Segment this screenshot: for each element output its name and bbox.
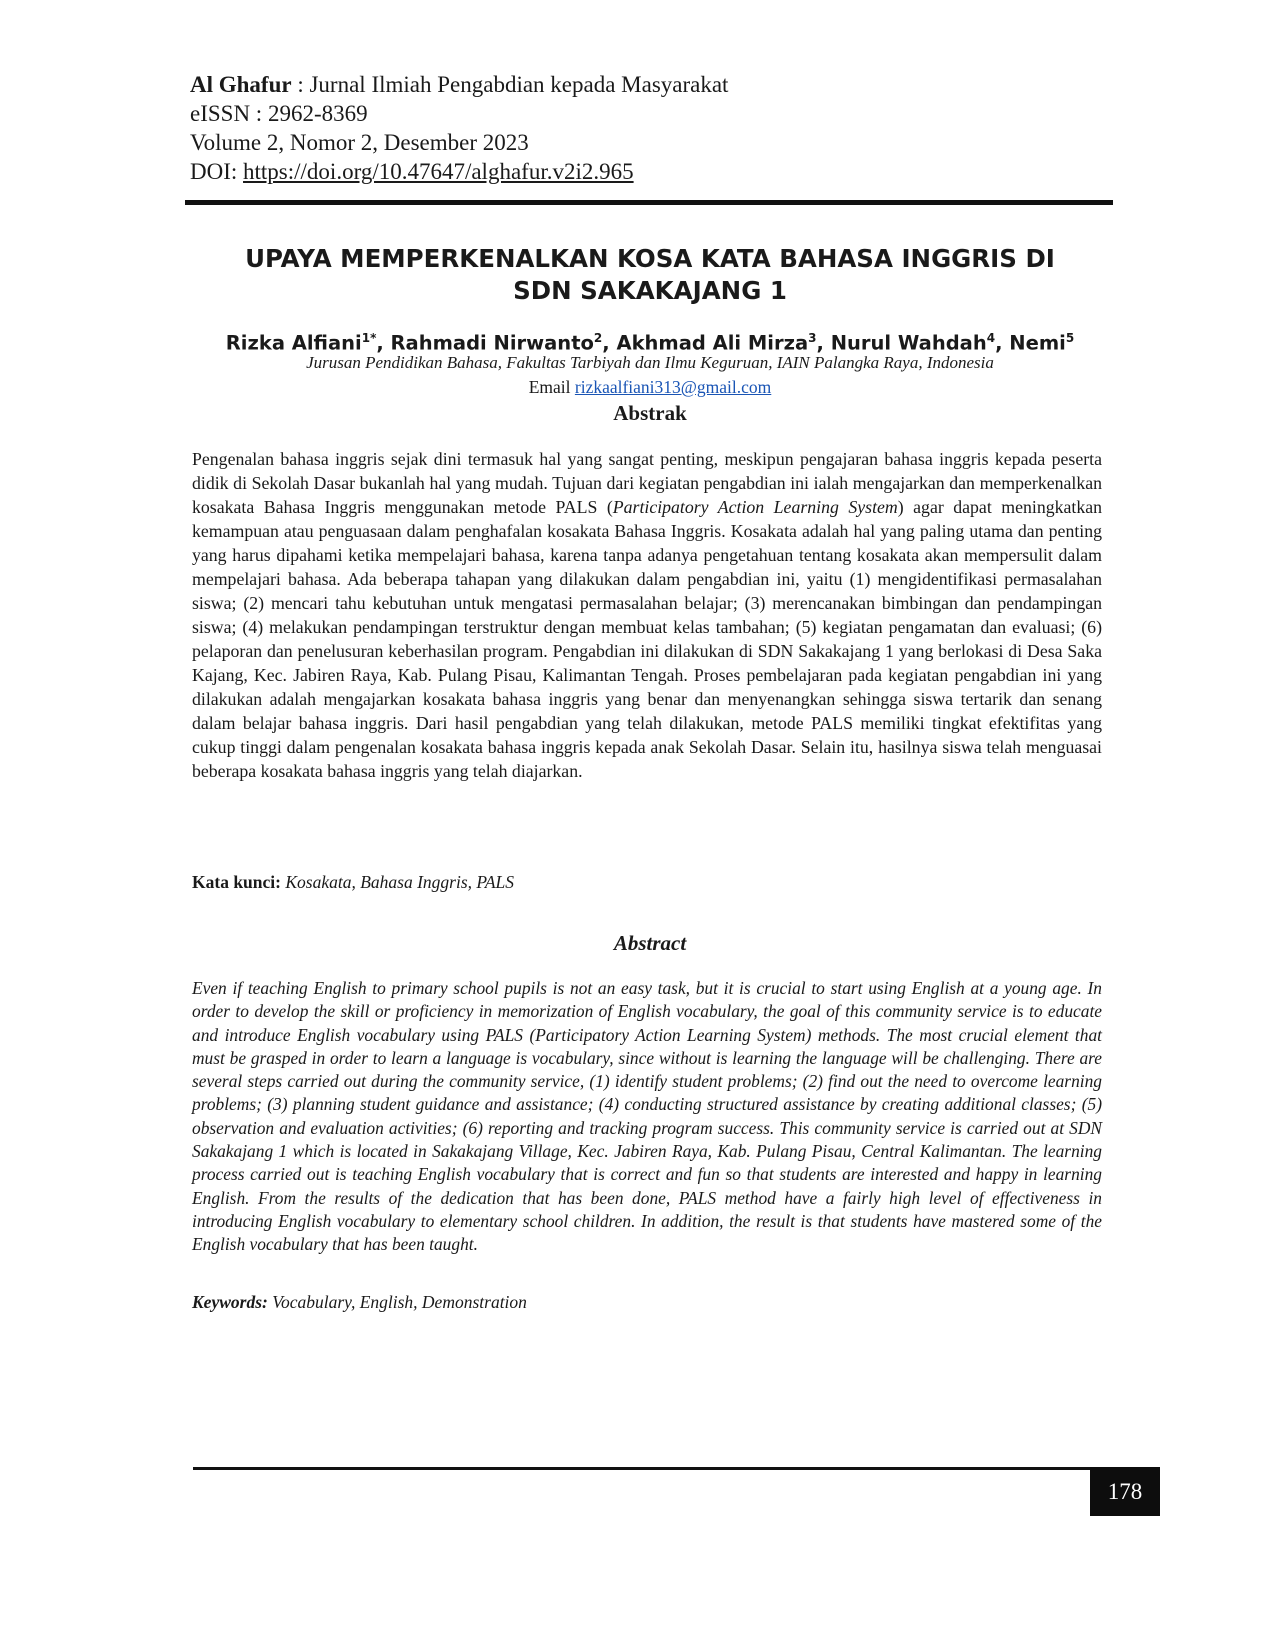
author-name: Nurul Wahdah bbox=[830, 331, 987, 355]
keywords-values: Vocabulary, English, Demonstration bbox=[267, 1292, 527, 1312]
author-separator: , bbox=[995, 331, 1010, 355]
author-affil-mark: 2 bbox=[593, 331, 603, 345]
abstract-body: Even if teaching English to primary school pupils is not an easy task, but it is crucial to start using English at a young age. In order to develop the skill or proficiency in memorization of English vocabulary, the goal of this community service is to educate and introduce English vocabulary using PALS (Participatory Action Learning System) methods. The most crucial element that must be grasped in order to learn a language is vocabulary, since without is learning the language will be challenging. There are several steps carried out during the community service, (1) identify student problems; (2) find out the need to overcome learning problems; (3) planning student guidance and assistance; (4) conducting structured assistance by creating additional classes; (5) observation and evaluation activities; (6) reporting and tracking program success. This community service is carried out at SDN Sakakajang 1 which is located in Sakakajang Village, Kec. Jabiren Raya, Kab. Pulang Pisau, Central Kalimantan. The learning process carried out is teaching English vocabulary that is correct and fun so that students are interested and happy in learning English. From the results of the dedication that has been done, PALS method have a fairly high level of effectiveness in introducing English vocabulary to elementary school children. In addition, the result is that students have mastered some of the English vocabulary that has been taught. bbox=[192, 978, 1102, 1255]
abstract-heading: Abstract bbox=[613, 931, 687, 955]
journal-name: Al Ghafur bbox=[190, 72, 292, 97]
journal-name-line bbox=[190, 70, 728, 99]
kata-kunci-values: Kosakata, Bahasa Inggris, PALS bbox=[280, 872, 515, 892]
kata-kunci bbox=[192, 871, 514, 893]
author-name: Akhmad Ali Mirza bbox=[616, 331, 809, 355]
journal-header bbox=[190, 70, 728, 186]
doi-link[interactable]: https://doi.org/10.47647/alghafur.v2i2.965 bbox=[243, 159, 634, 184]
paper-title bbox=[190, 243, 1110, 307]
author-name: Nemi bbox=[1009, 331, 1066, 355]
email-line bbox=[190, 376, 1110, 398]
doi-label: DOI: bbox=[190, 159, 244, 184]
keywords-label: Keywords: bbox=[192, 1292, 268, 1312]
abstrak-heading: Abstrak bbox=[613, 401, 687, 425]
author-affil-mark: 3 bbox=[808, 331, 817, 345]
author-separator: , bbox=[816, 331, 831, 355]
doi-line bbox=[190, 157, 728, 186]
affiliation: Jurusan Pendidikan Bahasa, Fakultas Tarbiyah dan Ilmu Keguruan, IAIN Palangka Raya, Indonesia bbox=[306, 353, 994, 372]
author-name: Rizka Alfiani bbox=[225, 331, 362, 355]
title-line-1: UPAYA MEMPERKENALKAN KOSA KATA BAHASA INGGRIS DI bbox=[245, 244, 1055, 273]
footer-rule bbox=[193, 1467, 1090, 1470]
journal-subtitle: : Jurnal Ilmiah Pengabdian kepada Masyarakat bbox=[291, 72, 729, 97]
author-separator: , bbox=[602, 331, 617, 355]
title-line-2: SDN SAKAKAJANG 1 bbox=[513, 276, 787, 305]
abstrak-text-part-1: Pengenalan bahasa inggris sejak dini termasuk hal yang sangat penting, meskipun pengajaran bahasa inggris kepada peserta didik di Sekolah Dasar bukanlah hal yang mudah. Tujuan dari kegiatan pengabdian ini ialah mengajarkan dan memperkenalkan kosakata Bahasa Inggris menggunakan metode PALS ( bbox=[192, 449, 1102, 517]
author-separator: , bbox=[376, 331, 391, 355]
header-rule bbox=[185, 200, 1113, 205]
abstrak-text-part-2: ) agar dapat meningkatkan kemampuan atau penguasaan dalam penghafalan kosakata Bahasa Inggris. Kosakata adalah hal yang paling utama dan penting yang harus dipahami ketika mempelajari bahasa, karena tanpa adanya pengetahuan tentang kosakata akan mempersulit dalam mempelajari bahasa. Ada beberapa tahapan yang dilakukan dalam pengabdian ini, yaitu (1) mengidentifikasi permasalahan siswa; (2) mencari tahu kebutuhan untuk mengatasi permasalahan belajar; (3) merencanakan bimbingan dan pendampingan siswa; (4) melakukan pendampingan terstruktur dengan membuat kelas tambahan; (5) kegiatan pengamatan dan evaluasi; (6) pelaporan dan penelusuran keberhasilan program. Pengabdian ini dilakukan di SDN Sakakajang 1 yang berlokasi di Desa Saka Kajang, Kec. Jabiren Raya, Kab. Pulang Pisau, Kalimantan Tengah. Proses pembelajaran pada kegiatan pengabdian ini yang dilakukan adalah mengajarkan kosakata bahasa inggris yang benar dan menyenangkan sehingga siswa tertarik dan senang dalam belajar bahasa inggris. Dari hasil pengabdian yang telah dilakukan, metode PALS memiliki tingkat efektifitas yang cukup tinggi dalam pengenalan kosakata bahasa inggris kepada anak Sekolah Dasar. Selain itu, hasilnya siswa telah menguasai beberapa kosakata bahasa inggris yang telah diajarkan. bbox=[192, 497, 1102, 781]
abstrak-italic-term: Participatory Action Learning System bbox=[612, 497, 898, 517]
email-label: Email bbox=[528, 377, 575, 397]
page-number: 178 bbox=[1090, 1467, 1160, 1516]
author-affil-mark: 1* bbox=[361, 331, 377, 345]
author-affil-mark: 5 bbox=[1065, 331, 1075, 345]
author-affil-mark: 4 bbox=[986, 331, 996, 345]
author-name: Rahmadi Nirwanto bbox=[390, 331, 594, 355]
abstrak-body bbox=[192, 447, 1102, 783]
kata-kunci-label: Kata kunci: bbox=[192, 872, 281, 892]
keywords bbox=[192, 1291, 527, 1313]
email-link[interactable]: rizkaalfiani313@gmail.com bbox=[574, 377, 772, 397]
eissn: eISSN : 2962-8369 bbox=[190, 101, 368, 126]
volume-info: Volume 2, Nomor 2, Desember 2023 bbox=[190, 130, 529, 155]
